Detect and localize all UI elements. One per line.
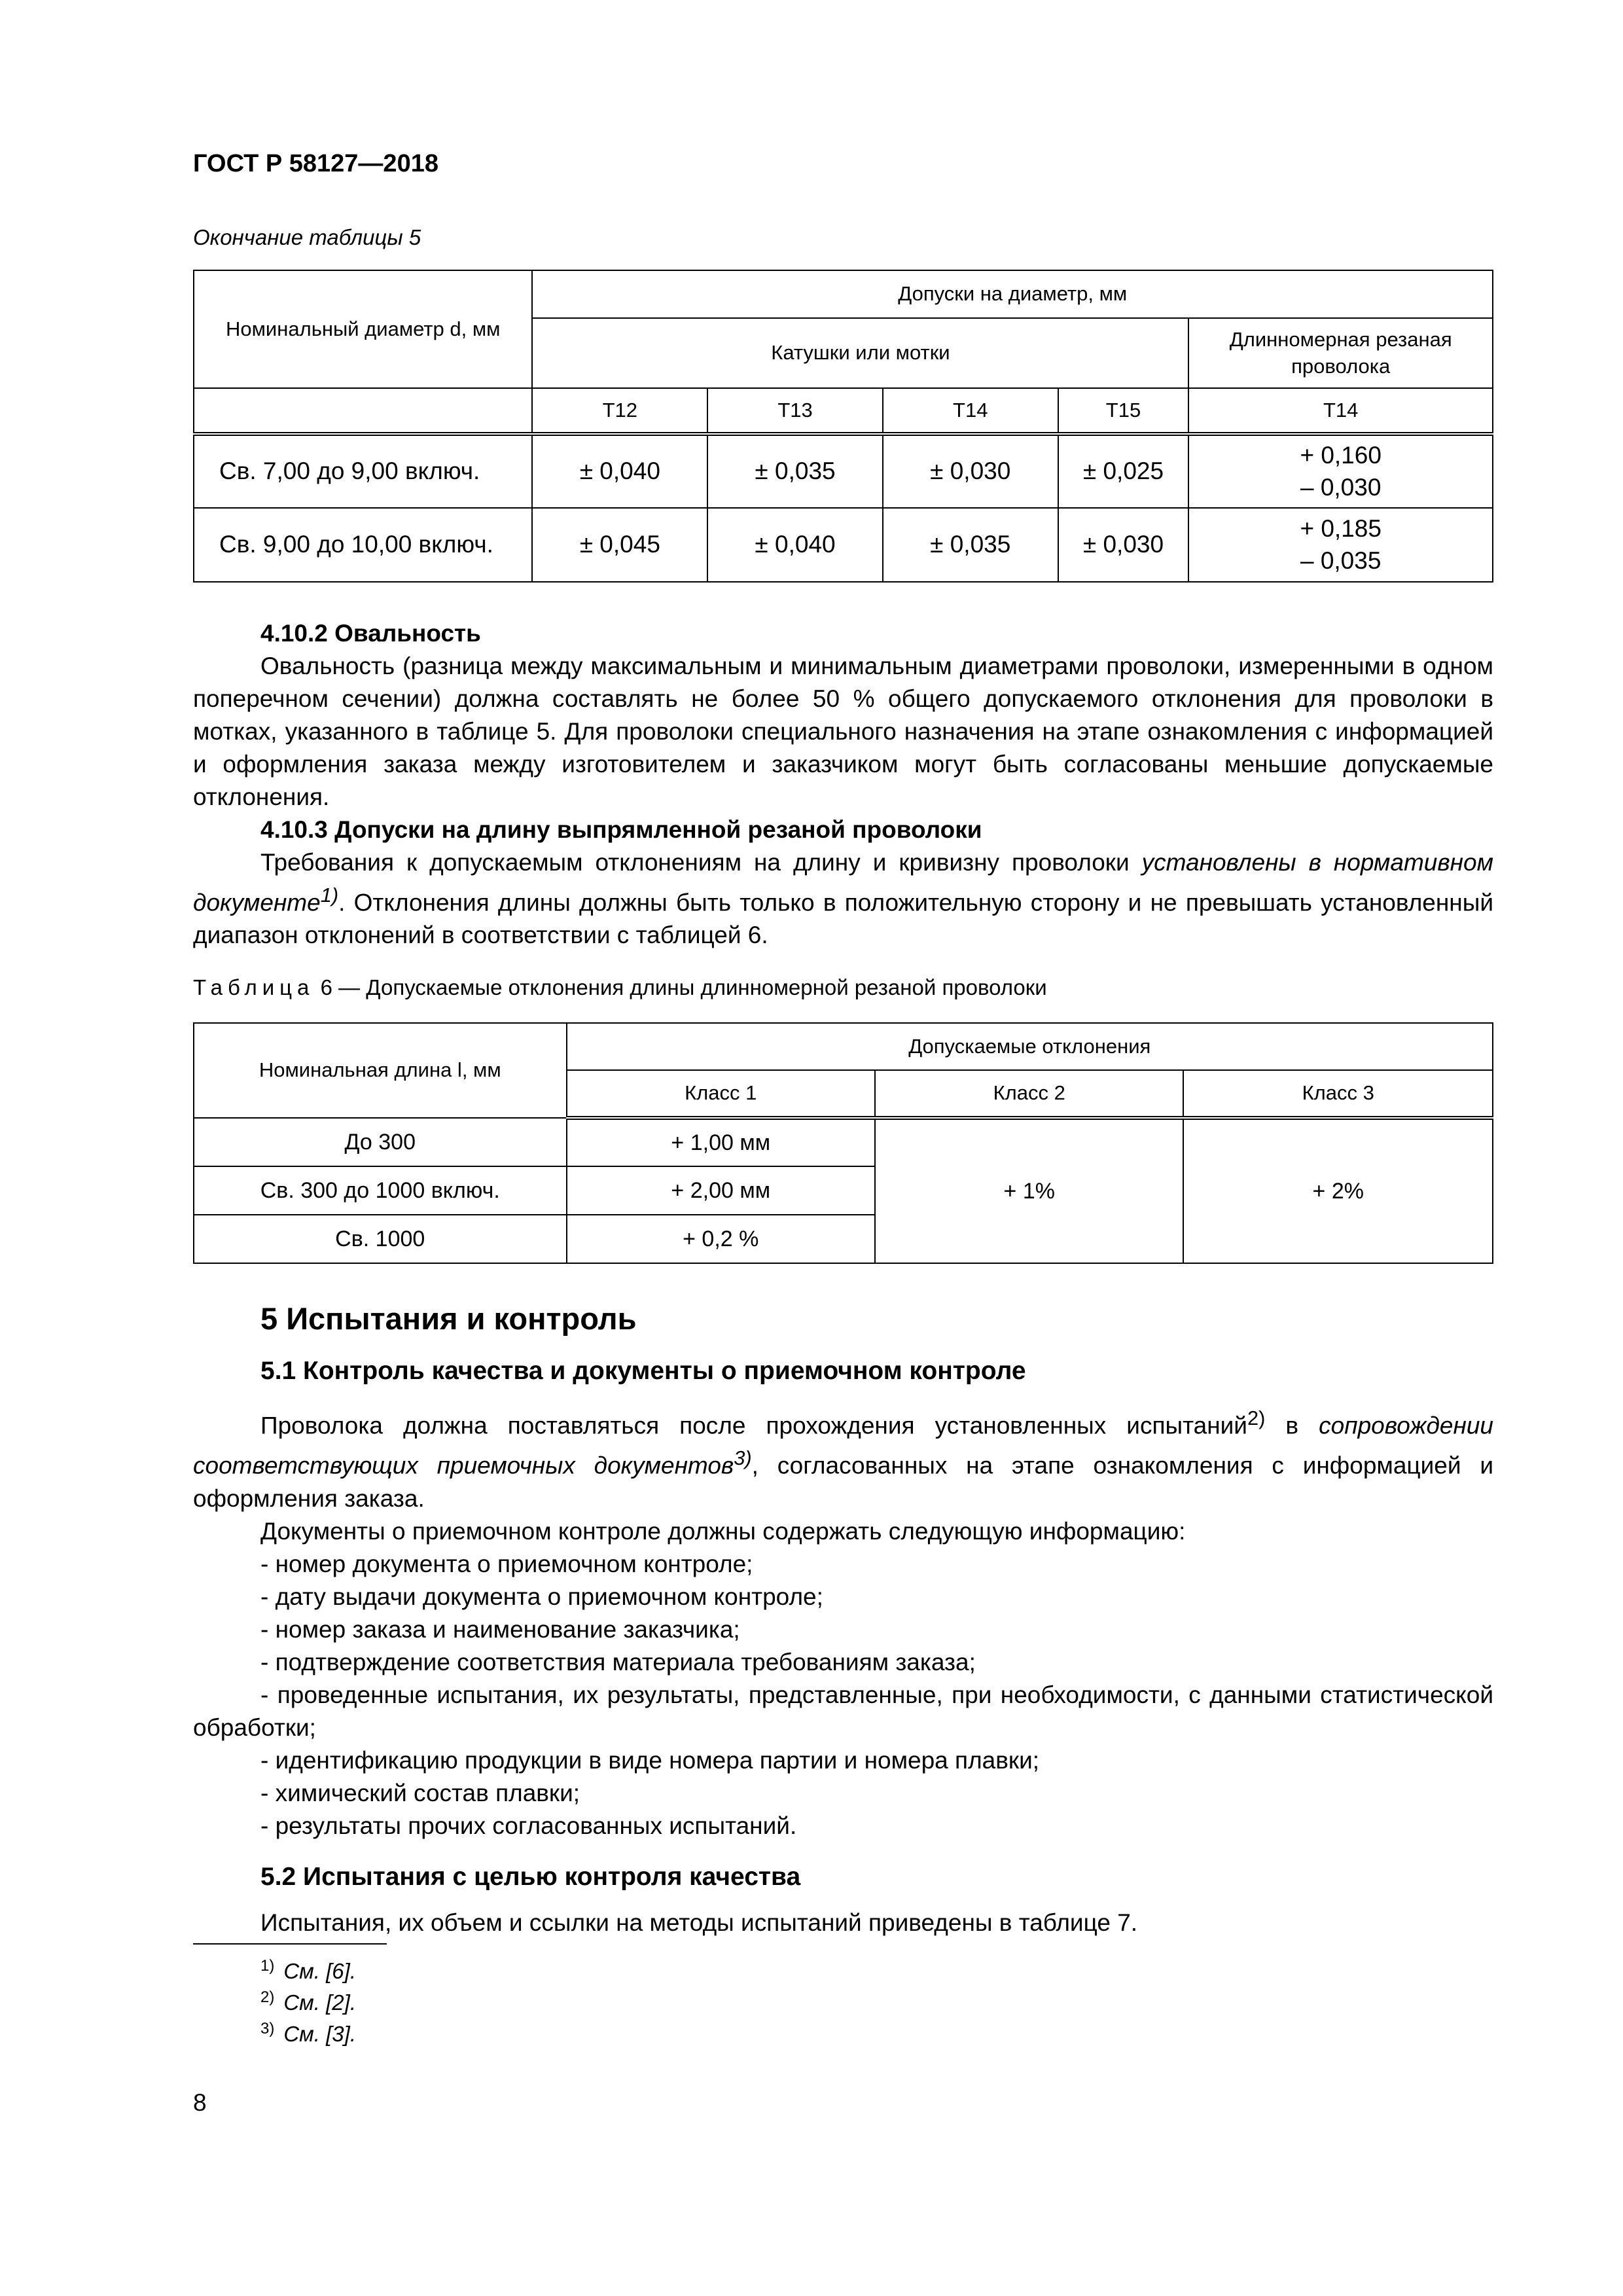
t5-range: Св. 9,00 до 10,00 включ. <box>194 508 532 582</box>
t5-cell: ± 0,035 <box>707 434 883 508</box>
t5-head-cut: Длинномерная резаная проволока <box>1188 318 1493 388</box>
section-heading: 4.10.2 Овальность <box>260 620 481 647</box>
table-row <box>194 508 1493 582</box>
t6-class: Класс 1 <box>567 1070 875 1118</box>
t6-cell: + 1,00 мм <box>567 1118 875 1166</box>
t5-range: Св. 7,00 до 9,00 включ. <box>194 434 532 508</box>
t6-class3-value: + 2% <box>1183 1118 1493 1263</box>
section-5-heading: 5 Испытания и контроль <box>260 1301 637 1336</box>
footnote: $^{2)}$ См. [2]. <box>260 1988 356 2015</box>
t5-cell: ± 0,030 <box>1058 508 1189 582</box>
list-item: - номер заказа и наименование заказчика; <box>260 1615 740 1643</box>
table6-caption: Таблица 6 — Допускаемые отклонения длины длинномерной резаной проволоки <box>193 975 1047 999</box>
paragraph: Требования к допускаемым отклонениям на длину и кривизну проволоки установлены в нормативном документе$^{1)}$. Отклонения длины должны быть только в положительную сторону и не превышать установленный диапазон отклонений в соответствии с таблицей 6. <box>193 849 1493 949</box>
t5-cell: ± 0,040 <box>532 434 707 508</box>
t5-cut-cell <box>1188 508 1493 582</box>
t6-head-group: Допускаемые отклонения <box>567 1023 1493 1070</box>
t6-cell: + 0,2 % <box>567 1215 875 1263</box>
t6-class: Класс 2 <box>875 1070 1183 1118</box>
footnote: $^{3)}$ См. [3]. <box>260 2020 356 2046</box>
t5-cell: ± 0,030 <box>883 434 1058 508</box>
section-5-1 <box>193 1355 1493 1939</box>
section-heading: 5.2 Испытания с целью контроля качества <box>260 1862 801 1891</box>
table-row <box>194 1118 1493 1166</box>
t5-class: Т13 <box>707 388 883 434</box>
list-item: - подтверждение соответствия материала требованиям заказа; <box>260 1648 976 1676</box>
paragraph: Документы о приемочном контроле должны содержать следующую информацию: <box>260 1517 1186 1545</box>
paragraph: Овальность (разница между максимальным и минимальным диаметрами проволоки, измеренными в одном поперечном сечении) должна составлять не более 50 % общего допускаемого отклонения для проволоки в мотках, указанного в таблице 5. Для проволоки специального назначения на этапе ознакомления с информацией и оформления заказа между изготовителем и заказчиком могут быть согласованы меньшие допускаемые отклонения. <box>193 653 1493 810</box>
t5-cut-plus: + 0,160 <box>1300 442 1382 469</box>
paragraph: Проволока должна поставляться после прохождения установленных испытаний$^{2)}$ в сопровождении соответствующих приемочных документов$^{3)}$, согласованных на этапе ознакомления с информацией и оформления заказа. <box>193 1407 1493 1512</box>
list-item: - химический состав плавки; <box>260 1779 580 1806</box>
t5-cell: ± 0,025 <box>1058 434 1189 508</box>
t6-range: Св. 1000 <box>194 1215 567 1263</box>
t5-cut-cell <box>1188 434 1493 508</box>
t5-head-nominal: Номинальный диаметр d, мм <box>194 270 532 388</box>
t6-range: Св. 300 до 1000 включ. <box>194 1166 567 1215</box>
t5-cell: ± 0,040 <box>707 508 883 582</box>
list-item: - результаты прочих согласованных испытаний. <box>260 1812 797 1839</box>
paragraph: Испытания, их объем и ссылки на методы испытаний приведены в таблице 7. <box>260 1909 1138 1936</box>
table-6 <box>193 1022 1493 1264</box>
t5-cell: ± 0,045 <box>532 508 707 582</box>
section-4-10-2 <box>193 617 1493 952</box>
t5-cut-minus: – 0,035 <box>1300 547 1382 574</box>
section-heading: 5.1 Контроль качества и документы о приемочном контроле <box>260 1357 1026 1385</box>
list-item: - идентификацию продукции в виде номера партии и номера плавки; <box>260 1746 1040 1774</box>
t5-cut-plus: + 0,185 <box>1300 515 1382 543</box>
table5-caption: Окончание таблицы 5 <box>193 225 421 249</box>
t5-class: Т12 <box>532 388 707 434</box>
t5-cell: ± 0,035 <box>883 508 1058 582</box>
list-item: - проведенные испытания, их результаты, представленные, при необходимости, с данными статистической обработки; <box>193 1681 1493 1741</box>
t6-class2-value: + 1% <box>875 1118 1183 1263</box>
t6-range: До 300 <box>194 1118 567 1166</box>
section-heading: 4.10.3 Допуски на длину выпрямленной резаной проволоки <box>260 816 982 843</box>
list-item: - дату выдачи документа о приемочном контроле; <box>260 1583 823 1610</box>
footnote: $^{1)}$ См. [6]. <box>260 1957 356 1983</box>
table-row <box>194 434 1493 508</box>
t5-class: Т14 <box>1188 388 1493 434</box>
footnote-separator <box>193 1943 387 1945</box>
t5-cut-minus: – 0,030 <box>1300 473 1382 501</box>
document-header: ГОСТ Р 58127—2018 <box>193 150 438 177</box>
t6-class: Класс 3 <box>1183 1070 1493 1118</box>
t6-head-nominal: Номинальная длина l, мм <box>194 1023 567 1118</box>
page-number: 8 <box>193 2089 207 2116</box>
t5-class: Т14 <box>883 388 1058 434</box>
t5-head-coils: Катушки или мотки <box>532 318 1188 388</box>
list-item: - номер документа о приемочном контроле; <box>260 1550 753 1577</box>
t6-cell: + 2,00 мм <box>567 1166 875 1215</box>
t5-class: Т15 <box>1058 388 1189 434</box>
t5-head-group: Допуски на диаметр, мм <box>532 270 1493 318</box>
table-5 <box>193 270 1493 583</box>
